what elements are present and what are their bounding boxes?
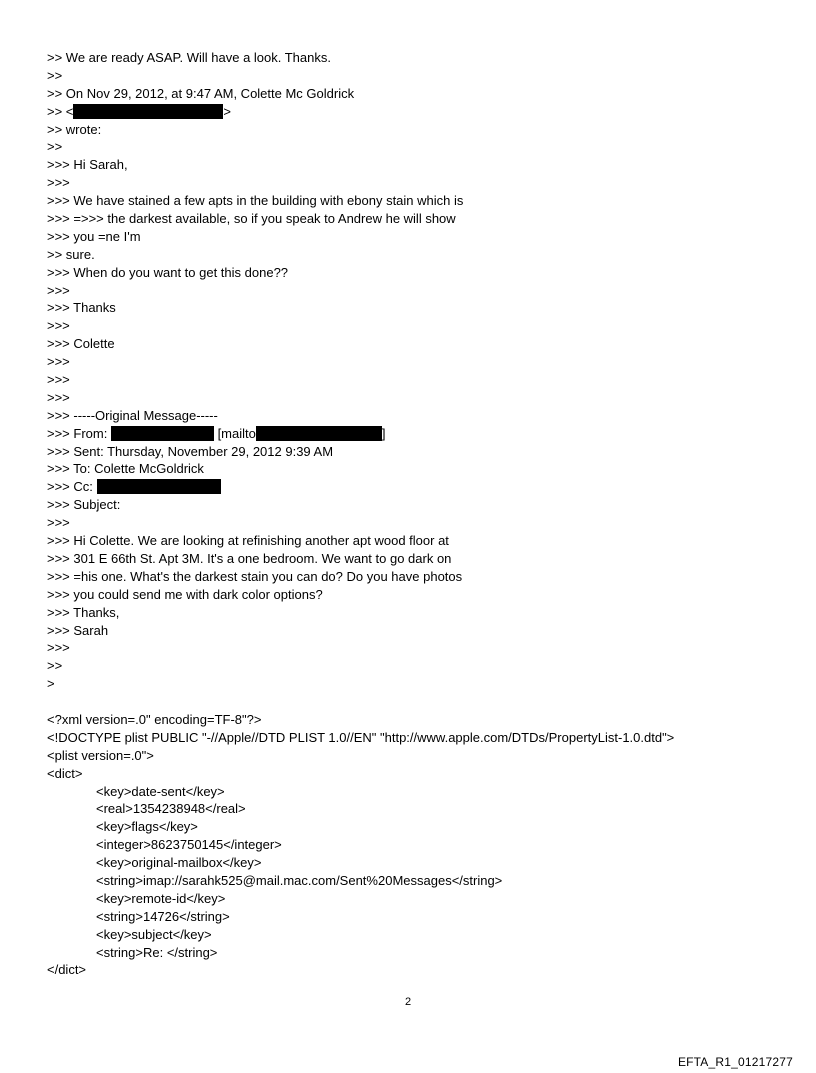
text-line (47, 210, 674, 228)
text-line (47, 389, 674, 407)
text-line (47, 264, 674, 282)
text-line (47, 926, 674, 944)
line-text: >>> (47, 282, 70, 298)
line-text: >> sure. (47, 246, 95, 262)
line-text: >> (47, 67, 63, 83)
line-text: >>> Cc: (47, 479, 97, 495)
line-text: >> On Nov 29, 2012, at 9:47 AM, Colette Mc Goldrick (47, 85, 355, 101)
text-line (47, 121, 674, 139)
line-text: >> wrote: (47, 121, 102, 137)
text-line (47, 371, 674, 389)
line-text: > (47, 676, 55, 692)
line-text: >>> Thanks, (47, 604, 120, 620)
text-line (47, 514, 674, 532)
redaction-box (256, 426, 382, 441)
text-line (47, 460, 674, 478)
text-line (47, 693, 674, 711)
line-text: <key>subject</key> (96, 926, 212, 942)
text-line (47, 729, 674, 747)
text-line (47, 622, 674, 640)
email-body (47, 49, 674, 979)
text-line (47, 49, 674, 67)
text-line (47, 836, 674, 854)
line-text: >> (47, 139, 63, 155)
text-line (47, 944, 674, 962)
line-text: <real>1354238948</real> (96, 801, 246, 817)
line-text: >>> =his one. What's the darkest stain you can do? Do you have photos (47, 568, 463, 584)
text-line (47, 156, 674, 174)
redaction-box (111, 426, 214, 441)
line-text: >>> (47, 640, 70, 656)
text-line (47, 908, 674, 926)
line-text: >>> Sarah (47, 622, 109, 638)
text-line (47, 586, 674, 604)
text-line (47, 246, 674, 264)
line-text: <plist version=.0"> (47, 747, 154, 763)
line-text: >>> -----Original Message----- (47, 407, 218, 423)
text-line (47, 299, 674, 317)
line-text: > (223, 103, 231, 119)
text-line (47, 711, 674, 729)
line-text: >>> (47, 515, 70, 531)
line-text: >>> (47, 372, 70, 388)
line-text: [mailto (213, 425, 256, 441)
text-line (47, 675, 674, 693)
text-line (47, 67, 674, 85)
text-line (47, 407, 674, 425)
line-text: >>> 301 E 66th St. Apt 3M. It's a one bedroom. We want to go dark on (47, 550, 452, 566)
line-text: >>> (47, 318, 70, 334)
line-text: >>> Sent: Thursday, November 29, 2012 9:39 AM (47, 443, 334, 459)
line-text: </dict> (47, 962, 87, 978)
text-line (47, 639, 674, 657)
line-text: >>> (47, 389, 70, 405)
text-line (47, 425, 674, 443)
text-line (47, 532, 674, 550)
text-line (47, 478, 674, 496)
line-text: <key>flags</key> (96, 819, 198, 835)
text-line (47, 818, 674, 836)
line-text: <key>remote-id</key> (96, 890, 226, 906)
line-text: <string>14726</string> (96, 908, 230, 924)
text-line (47, 353, 674, 371)
text-line (47, 961, 674, 979)
line-text: >>> Hi Sarah, (47, 157, 128, 173)
line-text: <dict> (47, 765, 83, 781)
line-text: >> < (47, 103, 74, 119)
text-line (47, 443, 674, 461)
line-text: <key>date-sent</key> (96, 783, 225, 799)
text-line (47, 783, 674, 801)
text-line (47, 872, 674, 890)
line-text: >>> Colette (47, 336, 115, 352)
text-line (47, 550, 674, 568)
line-text: >>> (47, 354, 70, 370)
text-line (47, 657, 674, 675)
text-line (47, 890, 674, 908)
line-text: <string>imap://sarahk525@mail.mac.com/Sent%20Messages</string> (96, 872, 503, 888)
text-line (47, 765, 674, 783)
redaction-box (97, 479, 221, 494)
line-text: >>> Hi Colette. We are looking at refinishing another apt wood floor at (47, 533, 449, 549)
text-line (47, 228, 674, 246)
line-text: <!DOCTYPE plist PUBLIC "-//Apple//DTD PLIST 1.0//EN" "http://www.apple.com/DTDs/PropertyList-1.0.dtd"> (47, 729, 675, 745)
line-text: <key>original-mailbox</key> (96, 855, 262, 871)
line-text: <string>Re: </string> (96, 944, 218, 960)
line-text: >>> you could send me with dark color options? (47, 586, 323, 602)
line-text: >>> you =ne I'm (47, 228, 141, 244)
text-line (47, 568, 674, 586)
text-line (47, 800, 674, 818)
text-line (47, 854, 674, 872)
text-line (47, 317, 674, 335)
text-line (47, 747, 674, 765)
line-text: >>> (47, 175, 70, 191)
text-line (47, 138, 674, 156)
line-text: <integer>8623750145</integer> (96, 837, 282, 853)
text-line (47, 103, 674, 121)
line-text: <?xml version=.0" encoding=TF-8"?> (47, 711, 262, 727)
line-text: ] (381, 425, 386, 441)
redaction-box (73, 104, 223, 119)
line-text: >>> =>>> the darkest available, so if you speak to Andrew he will show (47, 211, 456, 227)
line-text: >>> When do you want to get this done?? (47, 264, 289, 280)
text-line (47, 496, 674, 514)
text-line (47, 174, 674, 192)
document-id: EFTA_R1_01217277 (677, 1055, 793, 1069)
line-text: >>> To: Colette McGoldrick (47, 461, 204, 477)
line-text: >>> We have stained a few apts in the building with ebony stain which is (47, 193, 464, 209)
line-text: >>> Subject: (47, 497, 121, 513)
page-number: 2 (404, 996, 412, 1008)
line-text: >> We are ready ASAP. Will have a look. Thanks. (47, 50, 331, 65)
line-text: >>> From: (47, 425, 111, 441)
line-text: >>> Thanks (47, 300, 116, 316)
text-line (47, 604, 674, 622)
text-line (47, 85, 674, 103)
line-text: >> (47, 658, 63, 674)
text-line (47, 282, 674, 300)
text-line (47, 335, 674, 353)
text-line (47, 192, 674, 210)
